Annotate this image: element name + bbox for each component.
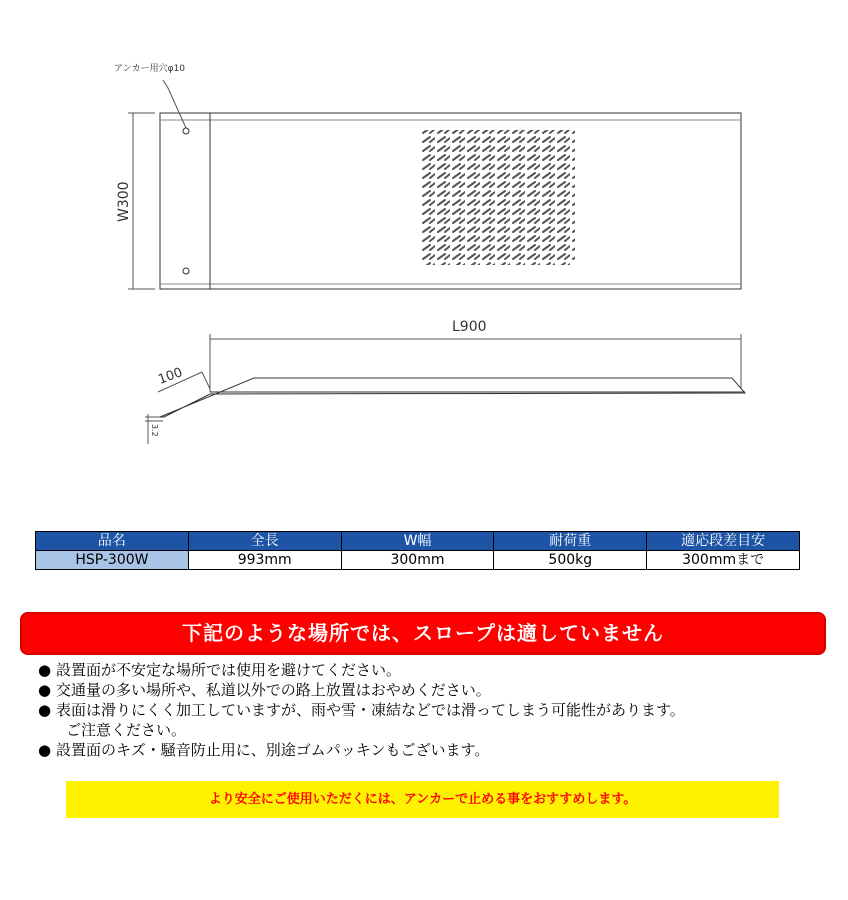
header-load-capacity: 耐荷重: [494, 532, 647, 551]
anti-slip-pattern: [420, 130, 575, 265]
warning-item-continuation: ご注意ください。: [66, 721, 187, 739]
spec-header-row: [36, 532, 800, 551]
bullet-icon: ●: [38, 681, 52, 699]
bullet-icon: ●: [38, 661, 52, 679]
ramp-side-profile: [160, 378, 745, 417]
anchor-hole-label: アンカー用穴φ10: [114, 64, 186, 74]
header-width: W幅: [341, 532, 494, 551]
cell-total-length: 993mm: [188, 551, 341, 570]
anchor-hole-top: [183, 128, 189, 134]
spec-data-row: [36, 551, 800, 570]
header-step-height: 適応段差目安: [647, 532, 800, 551]
warning-item: ● 設置面のキズ・騒音防止用に、別途ゴムパッキンもございます。: [38, 741, 490, 759]
cell-load-capacity: 500kg: [494, 551, 647, 570]
warning-item: ● 設置面が不安定な場所では使用を避けてください。: [38, 661, 402, 679]
warning-banner: 下記のような場所では、スロープは適していません: [20, 612, 826, 655]
warning-item: ● 交通量の多い場所や、私道以外での路上放置はおやめください。: [38, 681, 491, 699]
warning-item: ● 表面は滑りにくく加工していますが、雨や雪・凍結などでは滑ってしまう可能性があります。: [38, 701, 685, 719]
slope-length-label: 100: [156, 365, 185, 388]
bullet-icon: ●: [38, 741, 52, 759]
cell-step-height: 300mmまで: [647, 551, 800, 570]
anchor-hole-bottom: [183, 268, 189, 274]
cell-product-name: HSP-300W: [36, 551, 189, 570]
spec-table: [35, 531, 800, 570]
width-dimension-label: W300: [116, 181, 132, 222]
thickness-label: 3.2: [150, 424, 159, 437]
anchor-advice-banner: より安全にご使用いただくには、アンカーで止める事をおすすめします。: [66, 781, 779, 818]
warning-list: [38, 660, 818, 760]
header-product-name: 品名: [36, 532, 189, 551]
header-total-length: 全長: [188, 532, 341, 551]
cell-width: 300mm: [341, 551, 494, 570]
length-dimension-label: L900: [452, 319, 487, 335]
bullet-icon: ●: [38, 701, 52, 719]
